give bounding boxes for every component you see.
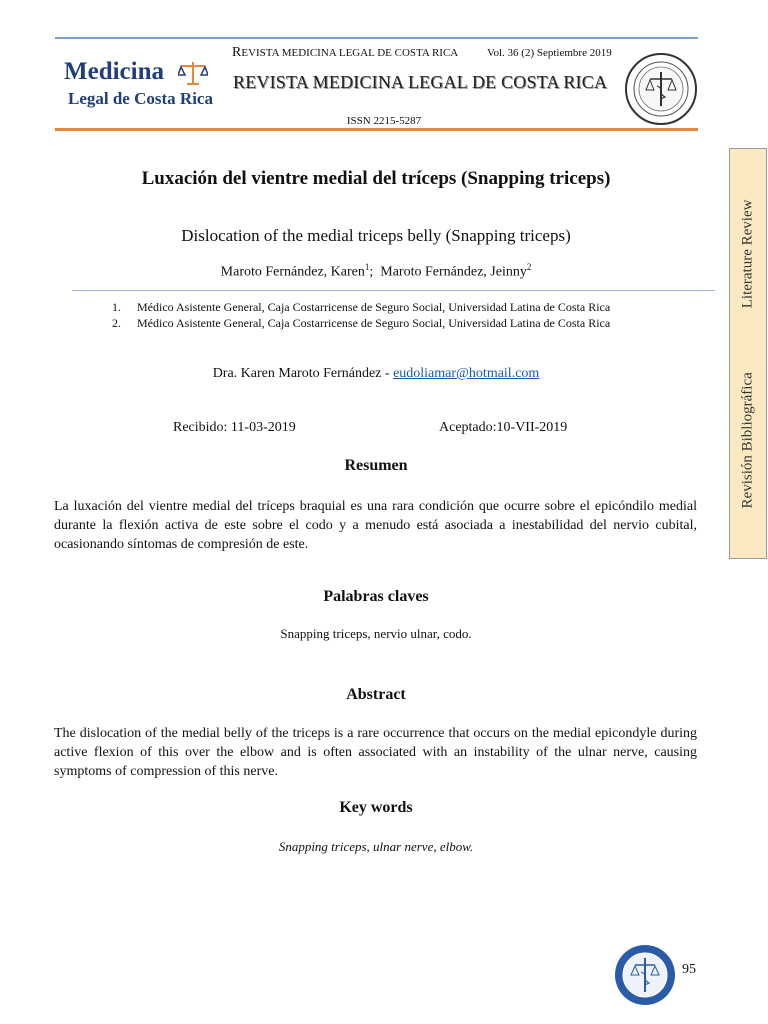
abstract-heading: Abstract <box>346 686 406 703</box>
accepted-date: Aceptado:10-VII-2019 <box>439 420 568 435</box>
resumen-text: La luxación del vientre medial del tríceps braquial es una rara condición que ocurre sobre el epicóndilo medial durante la flexión activa de este sobre el codo y a menudo está asociada a inestabilidad del nervio cubital, ocasionando síntomas de compresión de este. <box>54 499 697 552</box>
key-words-text: Snapping triceps, ulnar nerve, elbow. <box>278 839 474 854</box>
header-bottom-rule <box>55 128 698 131</box>
resumen-heading: Resumen <box>344 457 408 474</box>
logo-text-legal: Legal de Costa Rica <box>68 89 213 108</box>
palabras-claves-heading: Palabras claves <box>323 588 429 605</box>
header-top-rule <box>55 37 698 39</box>
affiliation-item: 1. Médico Asistente General, Caja Costarricense de Seguro Social, Universidad Latina de Costa Rica <box>112 300 611 314</box>
article-type-en: Literature Review <box>739 199 756 308</box>
footer-seal-icon <box>614 944 676 1006</box>
palabras-claves-text: Snapping triceps, nervio ulnar, codo. <box>280 626 472 641</box>
key-words-heading: Key words <box>339 799 413 816</box>
issn: ISSN 2215-5287 <box>346 115 422 127</box>
email-link[interactable]: eudoliamar@hotmail.com <box>393 366 540 381</box>
scales-icon <box>178 60 208 86</box>
page-number: 95 <box>682 962 696 977</box>
author-list: Maroto Fernández, Karen$^1$; Maroto Fernández, Jeinny$^2$ <box>220 262 532 280</box>
author-2: Maroto Fernández, Jeinny <box>380 264 527 280</box>
affiliation-item: 2. Médico Asistente General, Caja Costarricense de Seguro Social, Universidad Latina de Costa Rica <box>112 316 611 330</box>
article-type-es: Revisión Bibliográfica <box>739 371 756 508</box>
journal-title: REVISTA MEDICINA LEGAL DE COSTA RICA <box>233 72 608 92</box>
journal-logo <box>60 58 213 113</box>
article-type-tab <box>729 148 767 559</box>
author-separator <box>72 290 715 291</box>
article-title: Luxación del vientre medial del tríceps (Snapping triceps) <box>141 168 611 189</box>
logo-text-medicina: Medicina <box>64 58 164 85</box>
journal-running-head: REVISTA MEDICINA LEGAL DE COSTA RICA Vol. 36 (2) Septiembre 2019 <box>232 45 612 60</box>
article-subtitle: Dislocation of the medial triceps belly (Snapping triceps) <box>181 226 571 245</box>
volume-info: Vol. 36 (2) Septiembre 2019 <box>486 47 612 59</box>
author-1: Maroto Fernández, Karen <box>220 264 365 280</box>
corresponding-author: Dra. Karen Maroto Fernández - eudoliamar@hotmail.com <box>212 366 540 381</box>
abstract-text: The dislocation of the medial belly of the triceps is a rare occurrence that occurs on the medial epicondyle during active flexion of this over the elbow and is often associated with an instability of the ulnar nerve, causing symptoms of compression of this nerve. <box>54 726 697 779</box>
received-date: Recibido: 11-03-2019 <box>173 420 296 435</box>
